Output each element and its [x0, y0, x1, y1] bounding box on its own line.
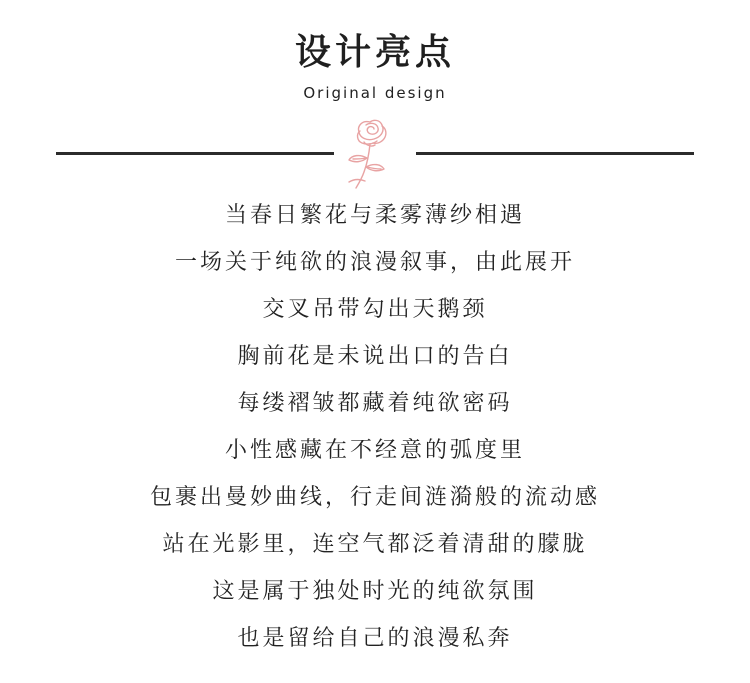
poem-line: 包裹出曼妙曲线，行走间涟漪般的流动感 [149, 485, 600, 510]
poem-line: 也是留给自己的浪漫私奔 [237, 626, 513, 651]
poem-line: 这是属于独处时光的纯欲氛围 [212, 579, 538, 604]
page-title: 设计亮点 [294, 31, 455, 73]
rose-icon [340, 112, 410, 190]
page-subtitle: Original design [303, 84, 447, 102]
poem-line: 站在光影里，连空气都泛着清甜的朦胧 [162, 532, 588, 557]
divider-left [56, 152, 334, 155]
poem-line: 每缕褶皱都藏着纯欲密码 [237, 391, 513, 416]
poem-line: 交叉吊带勾出天鹅颈 [262, 297, 488, 322]
poem-line: 当春日繁花与柔雾薄纱相遇 [224, 203, 525, 228]
poem-line: 一场关于纯欲的浪漫叙事，由此展开 [174, 250, 575, 275]
poem-line: 胸前花是未说出口的告白 [237, 344, 513, 369]
poem-text [0, 196, 750, 666]
divider-right [416, 152, 694, 155]
poem-line: 小性感藏在不经意的弧度里 [224, 438, 525, 463]
